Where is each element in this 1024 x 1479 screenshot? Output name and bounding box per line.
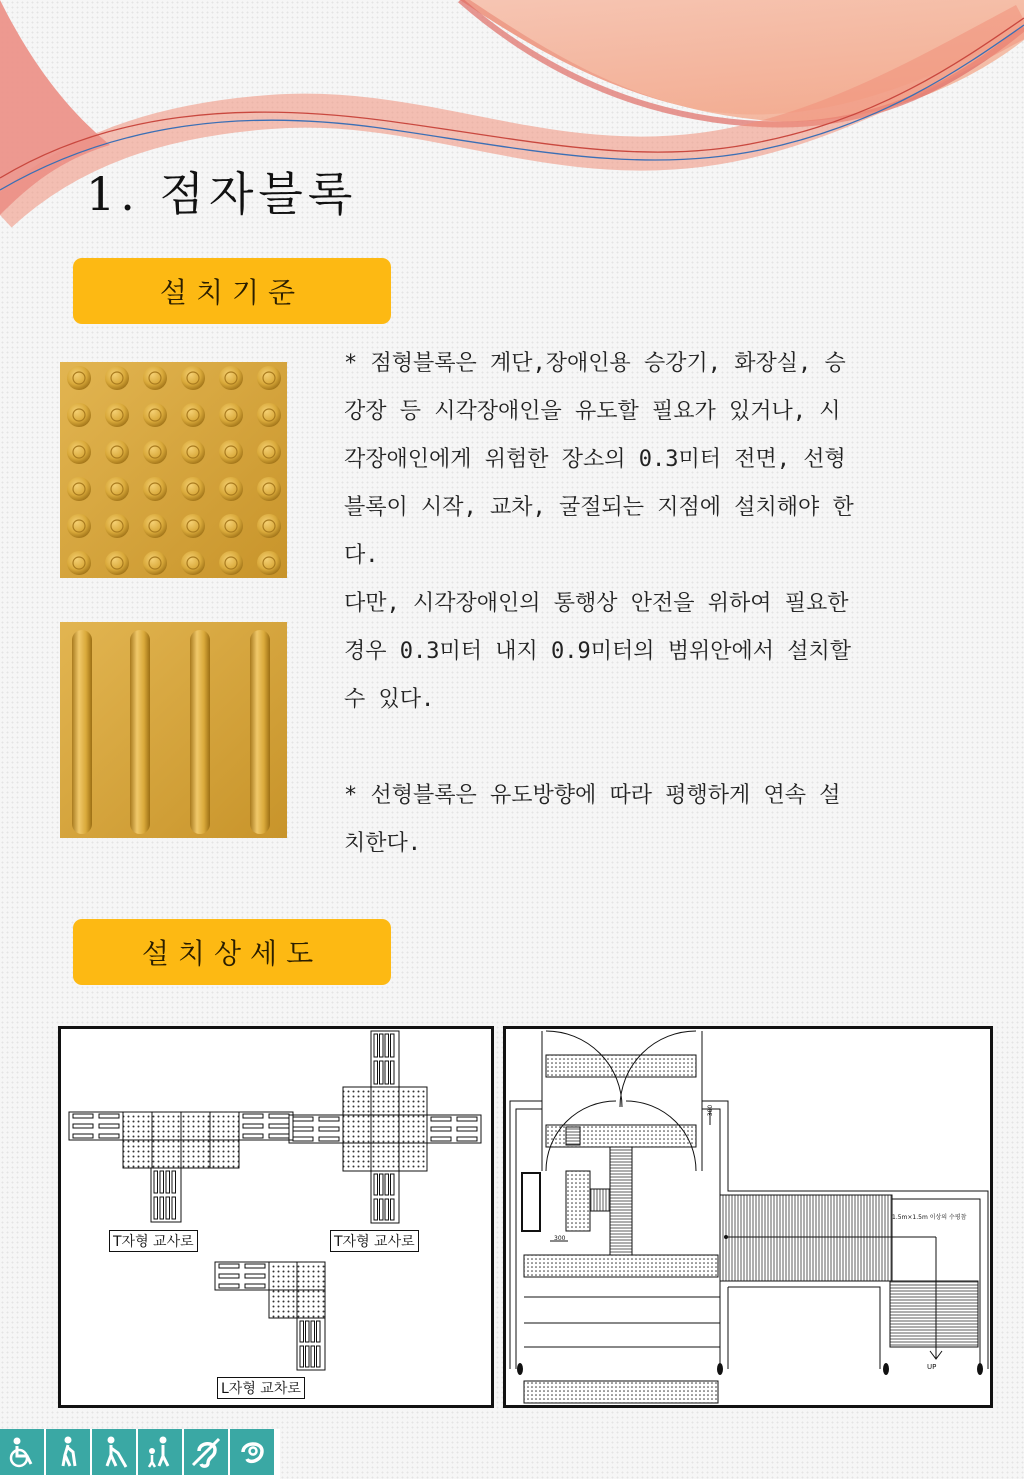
hearing-aid-icon [230,1429,274,1475]
t-intersection-label-2: T자형 교사로 [330,1230,419,1252]
paragraph-line: 블록이 시작, 교차, 굴절되는 지점에 설치해야 한 [344,495,854,520]
section-heading-detail: 설치상세도 [73,919,391,985]
paragraph-line: 다만, 시각장애인의 통행상 안전을 위하여 필요한 [344,591,849,616]
dimension-300-horizontal: 300 [554,1235,566,1242]
blind-walker-icon [92,1429,136,1475]
paragraph-line: 치한다. [344,831,422,856]
l-intersection-label: L자형 교차로 [217,1377,305,1399]
accessibility-icon-bar [0,1429,280,1479]
paragraph-line: * 선형블록은 유도방향에 따라 평행하게 연속 설 [344,783,841,808]
paragraph-line: * 점형블록은 계단,장애인용 승강기, 화장실, 승 [344,351,846,376]
installation-standard-text [344,340,954,868]
paragraph-line: 다. [344,543,379,568]
up-arrow-label: UP [927,1363,937,1371]
paragraph-line: 수 있다. [344,687,435,712]
t-intersection-label-1: T자형 교사로 [109,1230,198,1252]
stair-plan-diagram [503,1026,993,1408]
landing-size-note: 1.5m×1.5m 이상의 수평참 [892,1214,967,1221]
intersection-diagram [58,1026,494,1408]
elderly-cane-icon [46,1429,90,1475]
line-block-image [60,622,287,838]
paragraph-line: 강장 등 시각장애인을 유도할 필요가 있거나, 시 [344,399,841,424]
dimension-300-vertical: 300 [707,1104,715,1117]
hearing-impaired-icon [184,1429,228,1475]
parent-child-icon [138,1429,182,1475]
paragraph-line: 경우 0.3미터 내지 0.9미터의 범위안에서 설치할 [344,639,851,664]
wheelchair-icon [0,1429,44,1475]
dot-block-image [60,362,287,578]
paragraph-line: 각장애인에게 위험한 장소의 0.3미터 전면, 선형 [344,447,846,472]
page-title: 1. 점자블록 [86,167,358,221]
section-heading-standard: 설치기준 [73,258,391,324]
intersection-drawing [61,1029,491,1405]
